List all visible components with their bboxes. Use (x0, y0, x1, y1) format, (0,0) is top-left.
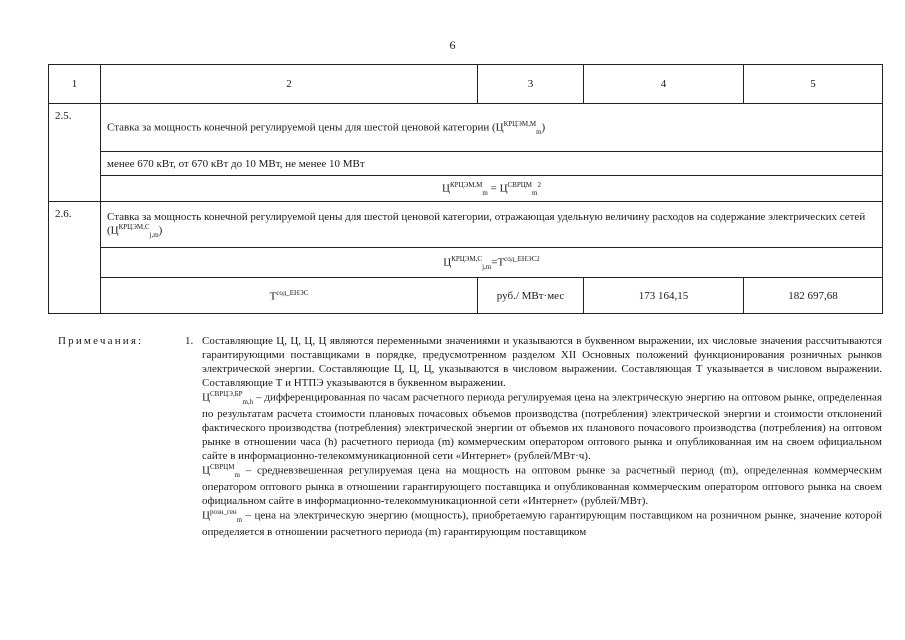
unit-cell: руб./ МВт·мес (478, 278, 584, 314)
note-symbol: Ц (202, 510, 210, 523)
row-title-text: Ставка за мощность конечной регулируемой цены для шестой ценовой категории ( (107, 121, 496, 134)
formula-lhs-sup: КРЦЭМ,М (449, 180, 483, 189)
note-paragraph (202, 390, 882, 463)
column-header: 5 (744, 65, 883, 104)
value-label (101, 278, 478, 314)
symbol-superscript: КРЦЭМ,С (118, 222, 150, 231)
formula-lhs: Ц (443, 256, 452, 269)
column-header: 2 (101, 65, 478, 104)
tariff-table (48, 64, 883, 314)
value-cell: 173 164,15 (584, 278, 744, 314)
note-symbol-sup: розн_ген (209, 508, 237, 517)
column-header: 4 (584, 65, 744, 104)
row-subtitle: менее 670 кВт, от 670 кВт до 10 МВт, не менее 10 МВт (101, 152, 883, 176)
notes-label: Примечания: (58, 335, 144, 347)
note-symbol-sub: m (234, 471, 240, 480)
notes-body (202, 334, 882, 539)
symbol: Ц (495, 121, 504, 134)
row-number: 2.6. (49, 202, 101, 314)
note-symbol-sup: СВРЦМ (209, 463, 235, 472)
note-paragraph: Составляющие Ц, Ц, Ц, Ц являются переменными значениями и указываются в буквенном выражении, их числовые значения рассчитываются гарантирующими поставщиками в порядке, предусмотренном разделом XII Основных положений функционирования розничных рынков электрической энергии. Составляющие Ц, Ц, Ц, указываются в числовом выражении. Составляющая Т указывается в числовом выражении. Составляющие Т и НТПЭ указываются в буквенном выражении. (202, 335, 882, 390)
page-number: 6 (449, 38, 456, 52)
table-row (49, 278, 883, 314)
symbol: Ц (110, 224, 119, 237)
table-row (49, 152, 883, 176)
note-symbol-sub: m,h (242, 398, 254, 407)
row-title (101, 202, 883, 248)
row-title-text: Ставка за мощность конечной регулируемой цены для шестой ценовой категории, отражающая удельную величину расходов на содержание электрических сетей ( (107, 210, 866, 237)
row-title-end: ) (158, 224, 163, 237)
formula-cell (101, 248, 883, 278)
formula-lhs-sup: КРЦЭМ,С (451, 254, 483, 263)
table-row (49, 104, 883, 152)
table-row (49, 202, 883, 248)
note-paragraph (202, 508, 882, 539)
formula-lhs: Ц (442, 182, 450, 195)
formula-footnote: 2 (537, 180, 541, 189)
row-title-end: ) (541, 121, 546, 134)
row-number: 2.5. (49, 104, 101, 202)
formula-footnote: 2 (536, 254, 540, 263)
formula-rhs: Ц (499, 182, 508, 195)
formula-rhs-sup: сод_ЕНЭС (504, 254, 537, 263)
symbol-subscript: m (536, 127, 542, 136)
row-title (101, 104, 883, 152)
note-paragraph (202, 463, 882, 508)
note-symbol-sub: m (236, 516, 243, 525)
note-symbol: Ц (202, 465, 210, 478)
formula-rhs-sub: m (532, 188, 538, 197)
formula-equals: = (491, 256, 498, 269)
column-header: 1 (49, 65, 101, 104)
formula-rhs-sup: СВРЦМ (507, 180, 533, 189)
symbol-subscript: j,m (149, 230, 159, 239)
note-text: – цена на электрическую энергию (мощность), приобретаемую гарантирующим поставщиком на розничном рынке, значение которой определяется в отношении расчетного периода (m) гарантирующим поставщиком (202, 510, 883, 539)
note-text: – средневзвешенная регулируемая цена на мощность на оптовом рынке за расчетный период (m), определенная коммерческим оператором оптового рынка в отношении гарантирующего поставщика и опубликованная коммерческим оператором оптового рынка на своем официальном сайте в информационно-телекоммуникационной сети «Интернет» (рублей/МВт). (202, 465, 882, 508)
value-label-sup: сод_ЕНЭС (276, 288, 309, 297)
value-cell: 182 697,68 (744, 278, 883, 314)
table-header-row (49, 65, 883, 104)
value-label-symbol: Т (269, 290, 277, 303)
formula-equals: = (487, 182, 500, 195)
notes-index: 1. (185, 335, 194, 347)
formula-rhs: Т (497, 256, 505, 269)
formula-lhs-sub: j,m (482, 262, 492, 271)
column-header: 3 (478, 65, 584, 104)
table-row (49, 248, 883, 278)
formula-lhs-sub: m (482, 188, 488, 197)
formula-cell (101, 176, 883, 202)
note-symbol-sup: СВРЦЭ,БР (209, 390, 243, 399)
note-symbol: Ц (202, 391, 210, 404)
table-row (49, 176, 883, 202)
note-text: – дифференцированная по часам расчетного периода регулируемая цена на электрическую энергию на оптовом рынке, определенная по результатам расчета стоимости плановых почасовых объемов производства (потребления) электрической энергии и стоимости отклонений фактического производства (потребления) электрической энергии от объемов их планового почасового производства (потребления) на оптовом рынке в отношении часа (h) расчетного периода (m) коммерческим оператором оптового рынка и опубликованная им на своем официальном сайте в информационно-телекоммуникационной сети «Интернет» (рублей/МВт·ч). (202, 391, 883, 463)
symbol-superscript: КРЦЭМ,М (503, 119, 537, 128)
